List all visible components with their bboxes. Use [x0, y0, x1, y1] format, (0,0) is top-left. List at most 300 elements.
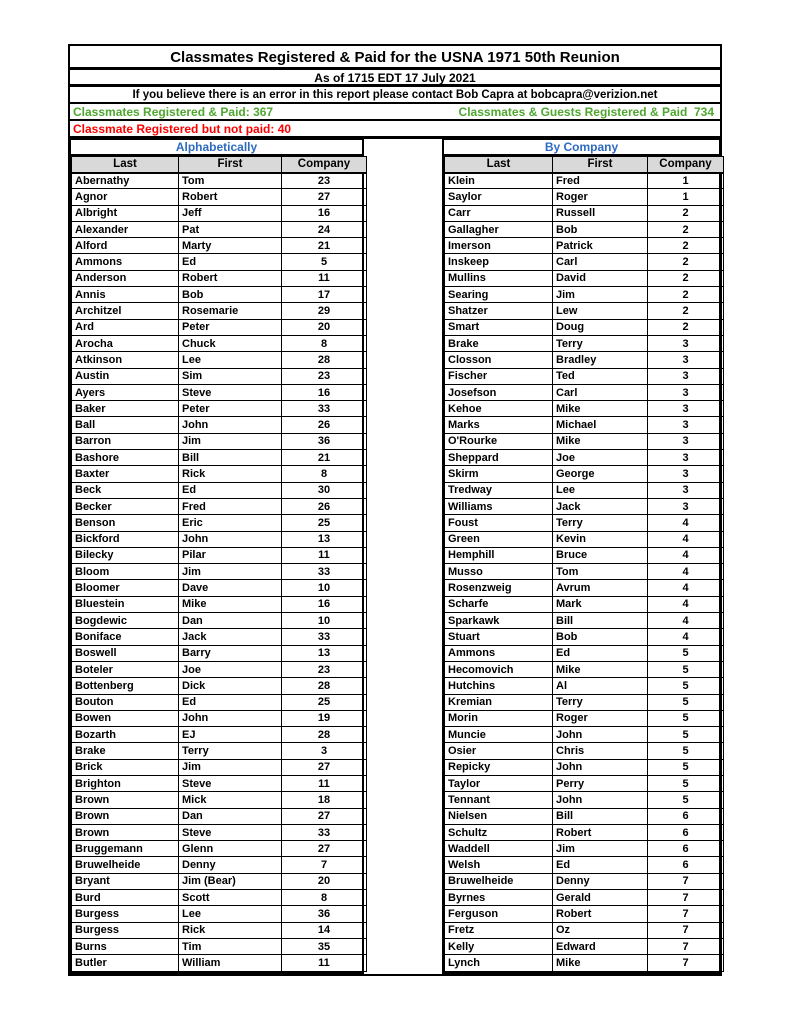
table-row [445, 564, 724, 580]
company-cell: 2 [648, 205, 724, 221]
first-cell: Tom [179, 173, 282, 189]
last-cell: Waddell [445, 841, 553, 857]
last-cell: Bruggemann [72, 841, 179, 857]
company-cell: 5 [648, 710, 724, 726]
last-cell: Brown [72, 808, 179, 824]
first-cell: John [179, 710, 282, 726]
last-cell: Bowen [72, 710, 179, 726]
last-cell: Brake [445, 335, 553, 351]
last-cell: Carr [445, 205, 553, 221]
last-cell: Hemphill [445, 547, 553, 563]
last-cell: Shatzer [445, 303, 553, 319]
company-cell: 23 [282, 368, 367, 384]
last-cell: Morin [445, 710, 553, 726]
table-row [445, 287, 724, 303]
first-cell: Edward [553, 938, 648, 954]
by-company-table-title: By Company [444, 140, 719, 156]
table-row [445, 417, 724, 433]
first-cell: Jim [179, 564, 282, 580]
last-cell: Burgess [72, 922, 179, 938]
last-cell: Stuart [445, 629, 553, 645]
first-cell: Denny [553, 873, 648, 889]
table-row [72, 873, 367, 889]
tables-area [70, 138, 720, 974]
first-cell: Bill [553, 613, 648, 629]
company-cell: 20 [282, 873, 367, 889]
stat-registered-not-paid: Classmate Registered but not paid: 40 [70, 121, 720, 138]
first-cell: Jim [553, 841, 648, 857]
table-row [445, 515, 724, 531]
table-row [72, 450, 367, 466]
last-cell: Kremian [445, 694, 553, 710]
company-cell: 2 [648, 303, 724, 319]
company-cell: 6 [648, 841, 724, 857]
company-cell: 3 [648, 498, 724, 514]
first-cell: Jim [179, 433, 282, 449]
first-cell: Pilar [179, 547, 282, 563]
last-cell: Ayers [72, 384, 179, 400]
last-cell: Bruwelheide [445, 873, 553, 889]
company-cell: 8 [282, 335, 367, 351]
company-cell: 4 [648, 580, 724, 596]
last-cell: Scharfe [445, 596, 553, 612]
company-cell: 4 [648, 531, 724, 547]
last-cell: Brighton [72, 775, 179, 791]
last-cell: Tredway [445, 482, 553, 498]
first-cell: Bruce [553, 547, 648, 563]
first-cell: Mike [179, 596, 282, 612]
table-row [72, 417, 367, 433]
first-cell: Steve [179, 775, 282, 791]
first-cell: Robert [179, 270, 282, 286]
last-cell: Marks [445, 417, 553, 433]
company-cell: 11 [282, 547, 367, 563]
first-cell: Joe [179, 661, 282, 677]
last-cell: Ferguson [445, 906, 553, 922]
table-row [72, 547, 367, 563]
table-row [445, 743, 724, 759]
company-cell: 2 [648, 270, 724, 286]
company-cell: 8 [282, 466, 367, 482]
contact-line: If you believe there is an error in this report please contact Bob Capra at bobcapra@verizion.net [70, 87, 720, 104]
company-cell: 14 [282, 922, 367, 938]
first-cell: Mike [553, 955, 648, 971]
table-row [72, 368, 367, 384]
company-cell: 33 [282, 824, 367, 840]
first-cell: George [553, 466, 648, 482]
company-cell: 36 [282, 906, 367, 922]
last-cell: Albright [72, 205, 179, 221]
table-row [445, 335, 724, 351]
alphabetical-table [69, 138, 364, 974]
company-cell: 11 [282, 270, 367, 286]
company-cell: 27 [282, 841, 367, 857]
table-row [445, 384, 724, 400]
company-cell: 5 [648, 645, 724, 661]
table-row [445, 352, 724, 368]
company-cell: 3 [648, 401, 724, 417]
company-cell: 23 [282, 661, 367, 677]
company-cell: 18 [282, 792, 367, 808]
as-of-line: As of 1715 EDT 17 July 2021 [70, 70, 720, 87]
first-cell: Roger [553, 189, 648, 205]
first-cell: Fred [553, 173, 648, 189]
first-cell: Sim [179, 368, 282, 384]
last-cell: Muncie [445, 727, 553, 743]
first-cell: David [553, 270, 648, 286]
table-row [72, 759, 367, 775]
first-cell: Rick [179, 922, 282, 938]
last-cell: Brick [72, 759, 179, 775]
table-row [445, 661, 724, 677]
first-cell: Robert [553, 824, 648, 840]
first-cell: Ed [179, 482, 282, 498]
column-header-first: First [179, 157, 282, 173]
company-cell: 8 [282, 890, 367, 906]
first-cell: Mike [553, 661, 648, 677]
table-row [72, 694, 367, 710]
company-cell: 3 [648, 368, 724, 384]
last-cell: Repicky [445, 759, 553, 775]
table-row [445, 727, 724, 743]
first-cell: Denny [179, 857, 282, 873]
last-cell: Austin [72, 368, 179, 384]
first-cell: Tim [179, 938, 282, 954]
first-cell: William [179, 955, 282, 971]
first-cell: Jeff [179, 205, 282, 221]
company-cell: 3 [648, 433, 724, 449]
company-cell: 13 [282, 645, 367, 661]
table-row [72, 482, 367, 498]
last-cell: Fretz [445, 922, 553, 938]
last-cell: Smart [445, 319, 553, 335]
last-cell: Ard [72, 319, 179, 335]
table-row [445, 531, 724, 547]
table-row [445, 466, 724, 482]
first-cell: Lee [553, 482, 648, 498]
first-cell: Michael [553, 417, 648, 433]
company-cell: 7 [648, 906, 724, 922]
company-cell: 2 [648, 238, 724, 254]
last-cell: Imerson [445, 238, 553, 254]
last-cell: Ammons [445, 645, 553, 661]
company-cell: 2 [648, 319, 724, 335]
last-cell: Ammons [72, 254, 179, 270]
table-row [72, 613, 367, 629]
table-row [445, 498, 724, 514]
company-cell: 30 [282, 482, 367, 498]
first-cell: Jack [553, 498, 648, 514]
first-cell: Russell [553, 205, 648, 221]
first-cell: Rick [179, 466, 282, 482]
first-cell: Oz [553, 922, 648, 938]
last-cell: Arocha [72, 335, 179, 351]
company-cell: 5 [648, 759, 724, 775]
company-cell: 24 [282, 221, 367, 237]
column-header-first: First [553, 157, 648, 173]
table-row [445, 173, 724, 189]
first-cell: John [553, 727, 648, 743]
company-cell: 4 [648, 547, 724, 563]
last-cell: Atkinson [72, 352, 179, 368]
table-row [72, 384, 367, 400]
table-row [445, 319, 724, 335]
company-cell: 5 [648, 694, 724, 710]
last-cell: O'Rourke [445, 433, 553, 449]
first-cell: Dan [179, 808, 282, 824]
first-cell: Peter [179, 401, 282, 417]
table-row [445, 710, 724, 726]
table-row [72, 938, 367, 954]
table-gap [364, 139, 443, 155]
last-cell: Agnor [72, 189, 179, 205]
table-row [72, 270, 367, 286]
last-cell: Saylor [445, 189, 553, 205]
table-row [445, 580, 724, 596]
table-row [72, 890, 367, 906]
last-cell: Hecomovich [445, 661, 553, 677]
column-header-row [445, 157, 724, 173]
first-cell: Pat [179, 221, 282, 237]
last-cell: Musso [445, 564, 553, 580]
first-cell: Peter [179, 319, 282, 335]
stat-registered-paid: Classmates Registered & Paid: 367 [73, 105, 274, 119]
table-row [72, 580, 367, 596]
table-row [445, 482, 724, 498]
first-cell: Steve [179, 824, 282, 840]
column-header-last: Last [72, 157, 179, 173]
table-row [445, 596, 724, 612]
last-cell: Becker [72, 498, 179, 514]
table-row [72, 808, 367, 824]
table-row [445, 221, 724, 237]
table-row [445, 270, 724, 286]
first-cell: Lee [179, 352, 282, 368]
last-cell: Bottenberg [72, 678, 179, 694]
first-cell: Bradley [553, 352, 648, 368]
company-cell: 28 [282, 727, 367, 743]
table-row [72, 205, 367, 221]
last-cell: Anderson [72, 270, 179, 286]
column-header-last: Last [445, 157, 553, 173]
last-cell: Benson [72, 515, 179, 531]
table-row [445, 824, 724, 840]
company-cell: 13 [282, 531, 367, 547]
first-cell: Dan [179, 613, 282, 629]
table-row [445, 938, 724, 954]
last-cell: Lynch [445, 955, 553, 971]
first-cell: Terry [553, 694, 648, 710]
first-cell: Terry [553, 335, 648, 351]
company-cell: 21 [282, 238, 367, 254]
table-row [72, 596, 367, 612]
last-cell: Byrnes [445, 890, 553, 906]
table-row [72, 221, 367, 237]
table-row [445, 205, 724, 221]
first-cell: Mark [553, 596, 648, 612]
first-cell: Jim [179, 759, 282, 775]
table-row [445, 189, 724, 205]
last-cell: Sparkawk [445, 613, 553, 629]
table-row [72, 922, 367, 938]
company-cell: 16 [282, 205, 367, 221]
company-cell: 25 [282, 694, 367, 710]
company-cell: 19 [282, 710, 367, 726]
last-cell: Alford [72, 238, 179, 254]
table-row [445, 433, 724, 449]
last-cell: Skirm [445, 466, 553, 482]
table-row [72, 466, 367, 482]
company-cell: 29 [282, 303, 367, 319]
first-cell: Marty [179, 238, 282, 254]
last-cell: Bryant [72, 873, 179, 889]
last-cell: Boswell [72, 645, 179, 661]
company-cell: 1 [648, 173, 724, 189]
table-row [72, 775, 367, 791]
last-cell: Sheppard [445, 450, 553, 466]
company-cell: 6 [648, 857, 724, 873]
company-cell: 10 [282, 580, 367, 596]
table-row [72, 303, 367, 319]
company-cell: 27 [282, 189, 367, 205]
first-cell: Mick [179, 792, 282, 808]
last-cell: Barron [72, 433, 179, 449]
company-cell: 27 [282, 759, 367, 775]
company-cell: 5 [648, 775, 724, 791]
first-cell: Carl [553, 384, 648, 400]
first-cell: Lee [179, 906, 282, 922]
table-row [445, 873, 724, 889]
company-cell: 7 [648, 938, 724, 954]
last-cell: Searing [445, 287, 553, 303]
last-cell: Bogdewic [72, 613, 179, 629]
company-cell: 2 [648, 254, 724, 270]
first-cell: Bob [553, 629, 648, 645]
table-row [72, 238, 367, 254]
report-container [68, 44, 722, 976]
company-cell: 16 [282, 384, 367, 400]
last-cell: Mullins [445, 270, 553, 286]
table-row [445, 808, 724, 824]
first-cell: John [179, 531, 282, 547]
company-cell: 33 [282, 564, 367, 580]
last-cell: Closson [445, 352, 553, 368]
table-row [72, 189, 367, 205]
last-cell: Fischer [445, 368, 553, 384]
first-cell: Robert [179, 189, 282, 205]
table-row [445, 890, 724, 906]
last-cell: Boteler [72, 661, 179, 677]
company-cell: 5 [648, 678, 724, 694]
last-cell: Taylor [445, 775, 553, 791]
first-cell: Jack [179, 629, 282, 645]
last-cell: Architzel [72, 303, 179, 319]
first-cell: Mike [553, 401, 648, 417]
first-cell: Bill [553, 808, 648, 824]
last-cell: Abernathy [72, 173, 179, 189]
first-cell: Glenn [179, 841, 282, 857]
table-row [445, 401, 724, 417]
table-row [72, 955, 367, 971]
company-cell: 1 [648, 189, 724, 205]
table-row [72, 319, 367, 335]
company-cell: 20 [282, 319, 367, 335]
table-row [445, 368, 724, 384]
first-cell: Mike [553, 433, 648, 449]
first-cell: Bob [553, 221, 648, 237]
last-cell: Tennant [445, 792, 553, 808]
company-cell: 27 [282, 808, 367, 824]
last-cell: Bickford [72, 531, 179, 547]
first-cell: John [179, 417, 282, 433]
last-cell: Boniface [72, 629, 179, 645]
first-cell: Ed [179, 694, 282, 710]
table-row [72, 629, 367, 645]
by-company-table [442, 138, 721, 974]
table-row [445, 645, 724, 661]
table-row [445, 678, 724, 694]
first-cell: Bill [179, 450, 282, 466]
table-row [72, 287, 367, 303]
table-row [72, 727, 367, 743]
table-row [72, 401, 367, 417]
table-row [72, 173, 367, 189]
first-cell: Barry [179, 645, 282, 661]
company-cell: 25 [282, 515, 367, 531]
last-cell: Ball [72, 417, 179, 433]
company-cell: 3 [648, 335, 724, 351]
first-cell: John [553, 792, 648, 808]
first-cell: Ted [553, 368, 648, 384]
last-cell: Burd [72, 890, 179, 906]
last-cell: Brown [72, 824, 179, 840]
table-row [445, 547, 724, 563]
last-cell: Nielsen [445, 808, 553, 824]
table-row [445, 841, 724, 857]
company-cell: 36 [282, 433, 367, 449]
last-cell: Williams [445, 498, 553, 514]
company-cell: 3 [648, 450, 724, 466]
company-cell: 5 [282, 254, 367, 270]
table-row [445, 238, 724, 254]
table-row [445, 906, 724, 922]
company-cell: 3 [648, 417, 724, 433]
first-cell: Al [553, 678, 648, 694]
first-cell: Jim (Bear) [179, 873, 282, 889]
first-cell: Doug [553, 319, 648, 335]
first-cell: Dick [179, 678, 282, 694]
last-cell: Bashore [72, 450, 179, 466]
company-cell: 3 [648, 466, 724, 482]
last-cell: Brake [72, 743, 179, 759]
last-cell: Green [445, 531, 553, 547]
first-cell: Perry [553, 775, 648, 791]
company-cell: 33 [282, 401, 367, 417]
last-cell: Gallagher [445, 221, 553, 237]
last-cell: Osier [445, 743, 553, 759]
last-cell: Butler [72, 955, 179, 971]
first-cell: Chris [553, 743, 648, 759]
first-cell: Terry [179, 743, 282, 759]
table-row [445, 629, 724, 645]
last-cell: Baxter [72, 466, 179, 482]
first-cell: Roger [553, 710, 648, 726]
company-cell: 4 [648, 596, 724, 612]
table-row [445, 613, 724, 629]
last-cell: Bouton [72, 694, 179, 710]
company-cell: 7 [648, 873, 724, 889]
company-cell: 5 [648, 727, 724, 743]
